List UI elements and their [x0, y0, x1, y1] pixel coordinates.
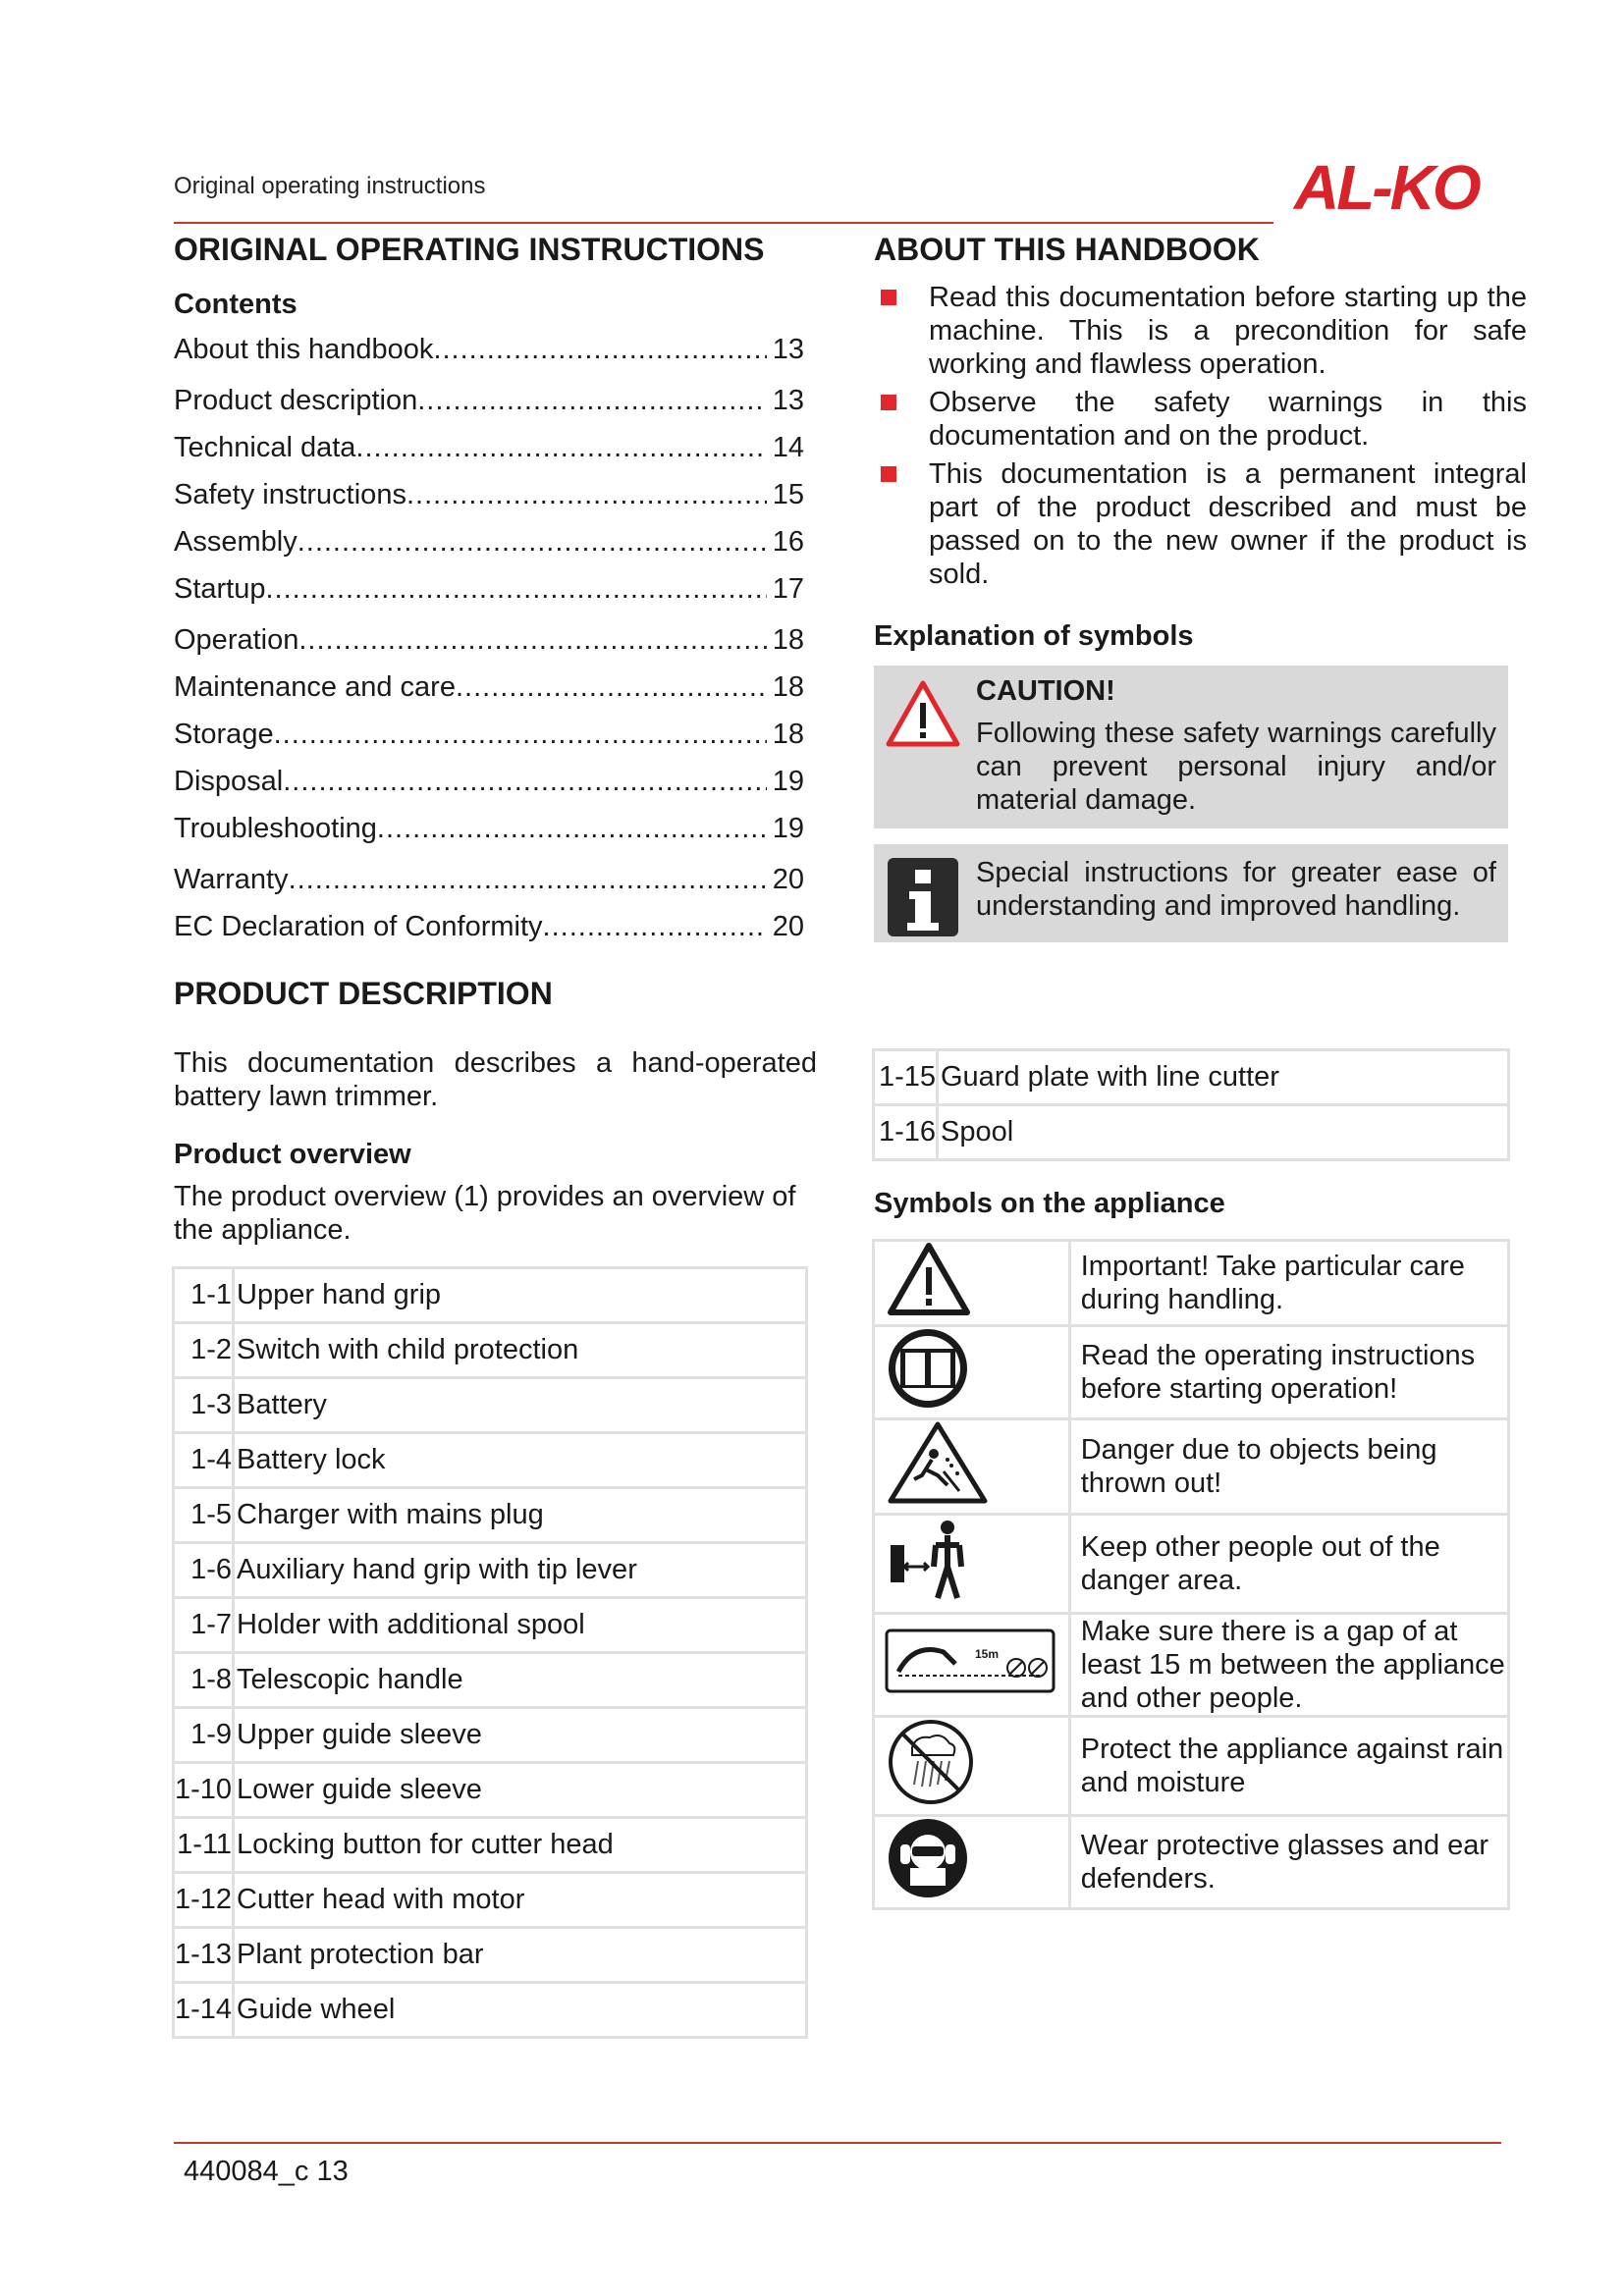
no-rain-icon: [887, 1718, 975, 1806]
product-overview-intro: The product overview (1) provides an overview of the appliance.: [174, 1181, 796, 1246]
toc-entry[interactable]: Storage ..... 18: [174, 719, 804, 751]
bullet-square-icon: [881, 290, 896, 305]
table-row: 1-10 Lower guide sleeve: [174, 1763, 807, 1818]
product-description-heading: PRODUCT DESCRIPTION: [174, 976, 553, 1011]
toc-entry[interactable]: About this handbook ..... 13: [174, 334, 804, 366]
header-title: Original operating instructions: [174, 173, 486, 199]
table-row: 1-11 Locking button for cutter head: [174, 1818, 807, 1873]
toc-entry[interactable]: Warranty ..... 20: [174, 864, 804, 896]
parts-table: [172, 1266, 808, 2039]
list-item: Read this documentation before starting up the machine. This is a precondition for safe working and flawless operation.: [874, 281, 1527, 381]
gap-15m-icon: [885, 1629, 1056, 1693]
table-row: Danger due to objects being thrown out!: [874, 1419, 1509, 1515]
table-row: 15m Make sure there is a gap of at least 15 m between the appliance and other people.: [874, 1614, 1509, 1717]
thrown-objects-icon: [887, 1420, 989, 1505]
contents-title: Contents: [174, 289, 298, 320]
table-row: 1-13 Plant protection bar: [174, 1928, 807, 1983]
appliance-symbols-title: Symbols on the appliance: [874, 1188, 1225, 1219]
info-box: [874, 844, 1508, 942]
toc-entry[interactable]: Maintenance and care ..... 18: [174, 671, 804, 704]
list-item: This documentation is a permanent integral part of the product described and must be passed on to the new owner if the product is sold.: [874, 457, 1527, 591]
caution-text: Following these safety warnings carefully can prevent personal injury and/or material damage.: [976, 718, 1496, 816]
warning-triangle-icon: [887, 1242, 971, 1316]
product-overview-title: Product overview: [174, 1139, 411, 1170]
list-item: Observe the safety warnings in this documentation and on the product.: [874, 386, 1527, 453]
bullet-list: [874, 281, 1527, 596]
table-row: Protect the appliance against rain and moisture: [874, 1717, 1509, 1816]
table-row: 1-1 Upper hand grip: [174, 1268, 807, 1323]
table-row: Read the operating instructions before starting operation!: [874, 1326, 1509, 1419]
svg-text:15m: 15m: [975, 1647, 1000, 1661]
bullet-square-icon: [881, 466, 896, 482]
header-rule: [174, 222, 1273, 224]
table-row: 1-4 Battery lock: [174, 1433, 807, 1488]
toc-entry[interactable]: Disposal ..... 19: [174, 766, 804, 798]
table-row: 1-3 Battery: [174, 1378, 807, 1433]
toc-entry[interactable]: Technical data ..... 14: [174, 432, 804, 464]
toc-entry[interactable]: EC Declaration of Conformity ..... 20: [174, 911, 804, 943]
toc-entry[interactable]: Startup ..... 17: [174, 573, 804, 606]
table-row: Important! Take particular care during handling.: [874, 1241, 1509, 1326]
parts-table-continued: [872, 1048, 1510, 1161]
appliance-symbols-table: [872, 1239, 1510, 1910]
toc-entry[interactable]: Operation ..... 18: [174, 624, 804, 657]
manual-book-icon: [887, 1327, 969, 1410]
table-row: 1-9 Upper guide sleeve: [174, 1708, 807, 1763]
keep-distance-icon: [887, 1516, 971, 1604]
main-heading: ORIGINAL OPERATING INSTRUCTIONS: [174, 232, 765, 267]
table-row: 1-8 Telescopic handle: [174, 1653, 807, 1708]
toc-entry[interactable]: Safety instructions ..... 15: [174, 479, 804, 511]
caution-title: CAUTION!: [976, 675, 1115, 707]
table-row: 1-15 Guard plate with line cutter: [874, 1050, 1509, 1105]
footer-rule: [174, 2142, 1501, 2144]
caution-triangle-icon: [886, 679, 960, 748]
info-text: Special instructions for greater ease of understanding and improved handling.: [976, 857, 1496, 922]
table-row: 1-5 Charger with mains plug: [174, 1488, 807, 1543]
bullet-square-icon: [881, 395, 896, 410]
page-number: 440084_c 13: [184, 2156, 349, 2187]
explanation-title: Explanation of symbols: [874, 620, 1194, 652]
caution-box: [874, 666, 1508, 828]
table-row: 1-6 Auxiliary hand grip with tip lever: [174, 1543, 807, 1598]
product-intro: This documentation describes a hand-operated battery lawn trimmer.: [174, 1047, 817, 1112]
alko-logo: AL-KO: [1294, 152, 1479, 223]
table-row: Wear protective glasses and ear defenders.: [874, 1816, 1509, 1909]
info-icon: [888, 858, 958, 936]
toc-entry[interactable]: Product description ..... 13: [174, 385, 804, 417]
table-row: 1-2 Switch with child protection: [174, 1323, 807, 1378]
toc-entry[interactable]: Assembly ..... 16: [174, 526, 804, 559]
table-row: 1-12 Cutter head with motor: [174, 1873, 807, 1928]
toc-entry[interactable]: Troubleshooting ..... 19: [174, 813, 804, 845]
table-row: 1-14 Guide wheel: [174, 1983, 807, 2038]
table-row: 1-7 Holder with additional spool: [174, 1598, 807, 1653]
about-heading: ABOUT THIS HANDBOOK: [874, 232, 1260, 267]
eye-ear-protection-icon: [887, 1817, 969, 1899]
table-row: Keep other people out of the danger area.: [874, 1515, 1509, 1614]
table-row: 1-16 Spool: [874, 1105, 1509, 1160]
